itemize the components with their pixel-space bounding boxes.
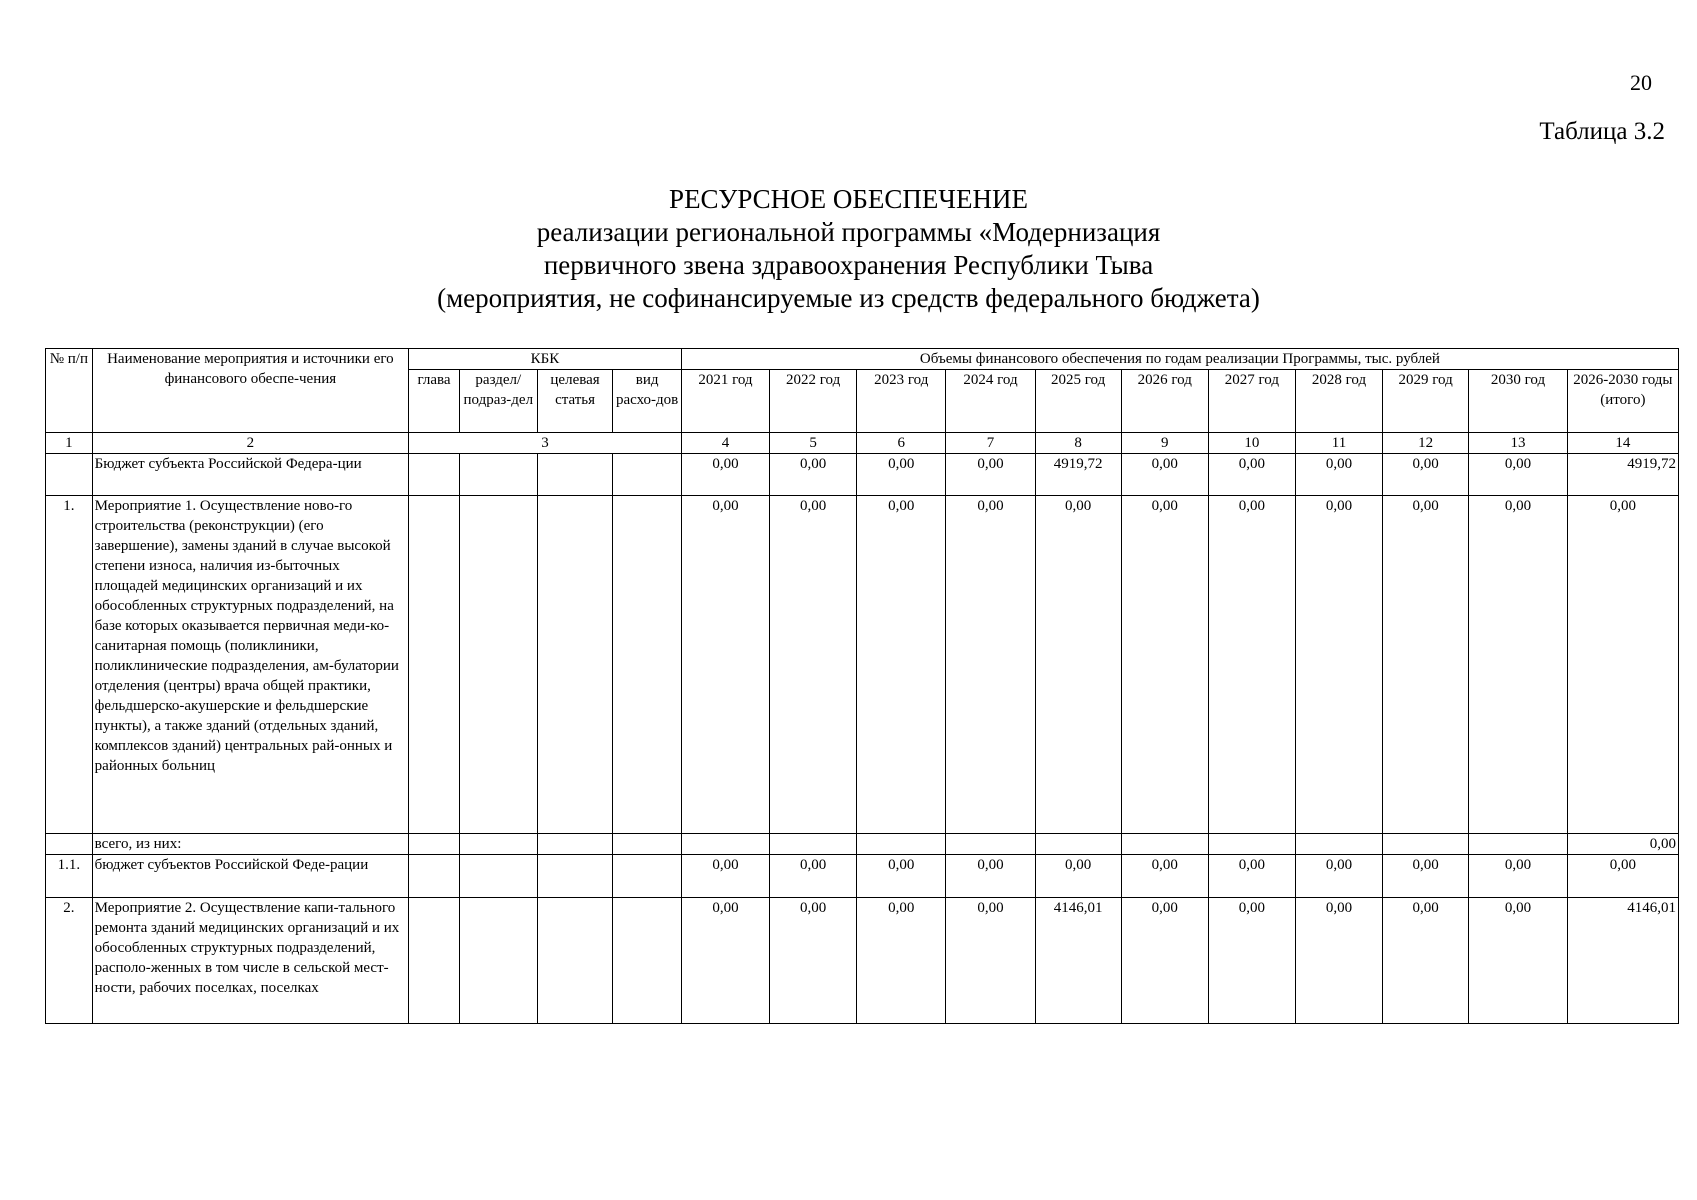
header-year: 2028 год bbox=[1295, 370, 1382, 433]
value-cell: 0,00 bbox=[946, 496, 1035, 834]
header-year: 2030 год bbox=[1469, 370, 1568, 433]
value-cell: 0,00 bbox=[1383, 454, 1469, 496]
column-number: 1 bbox=[46, 433, 93, 454]
value-cell bbox=[1469, 834, 1568, 855]
column-number: 6 bbox=[857, 433, 946, 454]
header-volumes: Объемы финансового обеспечения по годам реализации Программы, тыс. рублей bbox=[681, 349, 1678, 370]
kbk-cell bbox=[613, 898, 681, 1024]
value-cell bbox=[1035, 834, 1121, 855]
header-kbk-col: раздел/ подраз-дел bbox=[459, 370, 537, 433]
column-number: 14 bbox=[1567, 433, 1678, 454]
value-cell: 4919,72 bbox=[1567, 454, 1678, 496]
header-year: 2027 год bbox=[1208, 370, 1295, 433]
header-kbk-col: целевая статья bbox=[537, 370, 613, 433]
table-row bbox=[46, 454, 1679, 496]
value-cell: 0,00 bbox=[1121, 855, 1208, 898]
kbk-cell bbox=[409, 855, 460, 898]
value-cell: 0,00 bbox=[1469, 454, 1568, 496]
header-row bbox=[46, 349, 1679, 370]
column-number: 11 bbox=[1295, 433, 1382, 454]
column-number: 7 bbox=[946, 433, 1035, 454]
kbk-cell bbox=[613, 834, 681, 855]
value-cell: 0,00 bbox=[681, 855, 769, 898]
column-number: 13 bbox=[1469, 433, 1568, 454]
title-line: РЕСУРСНОЕ ОБЕСПЕЧЕНИЕ bbox=[669, 184, 1028, 214]
header-year: 2024 год bbox=[946, 370, 1035, 433]
value-cell: 0,00 bbox=[946, 898, 1035, 1024]
table-row bbox=[46, 834, 1679, 855]
value-cell: 0,00 bbox=[1295, 855, 1382, 898]
value-cell: 0,00 bbox=[857, 454, 946, 496]
column-number: 2 bbox=[92, 433, 408, 454]
table-label: Таблица 3.2 bbox=[1539, 118, 1665, 145]
row-name: Бюджет субъекта Российской Федера-ции bbox=[92, 454, 408, 496]
table-row bbox=[46, 496, 1679, 834]
value-cell bbox=[857, 834, 946, 855]
row-num bbox=[46, 834, 93, 855]
value-cell: 0,00 bbox=[1383, 898, 1469, 1024]
kbk-cell bbox=[409, 496, 460, 834]
value-cell bbox=[1295, 834, 1382, 855]
column-number: 12 bbox=[1383, 433, 1469, 454]
value-cell: 0,00 bbox=[1469, 898, 1568, 1024]
header-year: 2022 год bbox=[770, 370, 857, 433]
header-name: Наименование мероприятия и источники его финансового обеспе-чения bbox=[92, 349, 408, 433]
value-cell: 0,00 bbox=[1295, 496, 1382, 834]
document-title bbox=[0, 183, 1697, 315]
column-number: 10 bbox=[1208, 433, 1295, 454]
row-name: Мероприятие 1. Осуществление ново-го строительства (реконструкции) (его завершение), замены зданий в случае высокой степени износа, наличия из-быточных площадей медицинских организаций и их обособленных структурных подразделений, на базе которых оказывается первичная меди-ко-санитарная помощь (поликлиники, поликлинические подразделения, ам-булатории отделения (центры) врача общей практики, фельдшерско-акушерские и фельдшерские пункты), а также зданий (отдельных зданий, комплексов зданий) центральных рай-онных и районных больниц bbox=[92, 496, 408, 834]
kbk-cell bbox=[537, 496, 613, 834]
value-cell: 0,00 bbox=[770, 898, 857, 1024]
value-cell: 0,00 bbox=[770, 855, 857, 898]
value-cell: 0,00 bbox=[770, 454, 857, 496]
column-number-row bbox=[46, 433, 1679, 454]
row-num: 1. bbox=[46, 496, 93, 834]
kbk-cell bbox=[459, 454, 537, 496]
value-cell: 0,00 bbox=[857, 898, 946, 1024]
value-cell: 0,00 bbox=[1383, 496, 1469, 834]
kbk-cell bbox=[537, 834, 613, 855]
column-number: 8 bbox=[1035, 433, 1121, 454]
value-cell: 0,00 bbox=[1121, 454, 1208, 496]
header-year: 2026 год bbox=[1121, 370, 1208, 433]
page-number: 20 bbox=[1630, 70, 1652, 95]
row-name: всего, из них: bbox=[92, 834, 408, 855]
value-cell bbox=[946, 834, 1035, 855]
value-cell: 0,00 bbox=[681, 898, 769, 1024]
row-num: 2. bbox=[46, 898, 93, 1024]
value-cell: 0,00 bbox=[1469, 496, 1568, 834]
header-kbk-col: глава bbox=[409, 370, 460, 433]
value-cell: 0,00 bbox=[681, 454, 769, 496]
row-name: бюджет субъектов Российской Феде-рации bbox=[92, 855, 408, 898]
header-kbk-col: вид расхо-дов bbox=[613, 370, 681, 433]
value-cell: 0,00 bbox=[1208, 454, 1295, 496]
value-cell: 0,00 bbox=[1208, 855, 1295, 898]
value-cell: 0,00 bbox=[770, 496, 857, 834]
value-cell: 0,00 bbox=[1035, 496, 1121, 834]
value-cell bbox=[1208, 834, 1295, 855]
row-name: Мероприятие 2. Осуществление капи-тального ремонта зданий медицинских организаций и их обособленных структурных подразделений, располо-женных в том числе в сельской мест-ности, рабочих поселках, поселках bbox=[92, 898, 408, 1024]
kbk-cell bbox=[409, 454, 460, 496]
column-number: 5 bbox=[770, 433, 857, 454]
value-cell bbox=[1121, 834, 1208, 855]
kbk-cell bbox=[537, 454, 613, 496]
value-cell: 4146,01 bbox=[1567, 898, 1678, 1024]
title-line: реализации региональной программы «Модернизация bbox=[536, 217, 1161, 247]
value-cell: 0,00 bbox=[1208, 898, 1295, 1024]
column-number: 9 bbox=[1121, 433, 1208, 454]
value-cell: 0,00 bbox=[946, 855, 1035, 898]
kbk-cell bbox=[459, 834, 537, 855]
value-cell: 4146,01 bbox=[1035, 898, 1121, 1024]
column-number: 3 bbox=[409, 433, 682, 454]
value-cell: 0,00 bbox=[1567, 496, 1678, 834]
header-kbk: КБК bbox=[409, 349, 682, 370]
value-cell: 0,00 bbox=[1567, 855, 1678, 898]
table-row bbox=[46, 898, 1679, 1024]
kbk-cell bbox=[459, 898, 537, 1024]
row-num: 1.1. bbox=[46, 855, 93, 898]
kbk-cell bbox=[613, 855, 681, 898]
value-cell: 0,00 bbox=[1295, 454, 1382, 496]
kbk-cell bbox=[409, 898, 460, 1024]
resource-table bbox=[45, 348, 1679, 1024]
value-cell bbox=[1383, 834, 1469, 855]
value-cell bbox=[770, 834, 857, 855]
kbk-cell bbox=[613, 454, 681, 496]
header-num: № п/п bbox=[46, 349, 93, 433]
value-cell: 0,00 bbox=[857, 496, 946, 834]
value-cell: 0,00 bbox=[1121, 496, 1208, 834]
value-cell: 0,00 bbox=[1208, 496, 1295, 834]
row-num bbox=[46, 454, 93, 496]
value-cell: 0,00 bbox=[1383, 855, 1469, 898]
value-cell: 0,00 bbox=[1567, 834, 1678, 855]
value-cell: 0,00 bbox=[946, 454, 1035, 496]
value-cell: 0,00 bbox=[681, 496, 769, 834]
value-cell: 0,00 bbox=[1469, 855, 1568, 898]
value-cell: 0,00 bbox=[1035, 855, 1121, 898]
kbk-cell bbox=[613, 496, 681, 834]
value-cell: 0,00 bbox=[857, 855, 946, 898]
value-cell: 0,00 bbox=[1295, 898, 1382, 1024]
header-year: 2029 год bbox=[1383, 370, 1469, 433]
header-year: 2026-2030 годы (итого) bbox=[1567, 370, 1678, 433]
value-cell: 0,00 bbox=[1121, 898, 1208, 1024]
value-cell: 4919,72 bbox=[1035, 454, 1121, 496]
table-row bbox=[46, 855, 1679, 898]
kbk-cell bbox=[459, 496, 537, 834]
header-year: 2025 год bbox=[1035, 370, 1121, 433]
column-number: 4 bbox=[681, 433, 769, 454]
kbk-cell bbox=[409, 834, 460, 855]
value-cell bbox=[681, 834, 769, 855]
kbk-cell bbox=[459, 855, 537, 898]
title-line: первичного звена здравоохранения Республики Тыва bbox=[543, 250, 1154, 280]
title-line: (мероприятия, не софинансируемые из средств федерального бюджета) bbox=[437, 283, 1260, 313]
header-year: 2021 год bbox=[681, 370, 769, 433]
kbk-cell bbox=[537, 855, 613, 898]
kbk-cell bbox=[537, 898, 613, 1024]
header-year: 2023 год bbox=[857, 370, 946, 433]
